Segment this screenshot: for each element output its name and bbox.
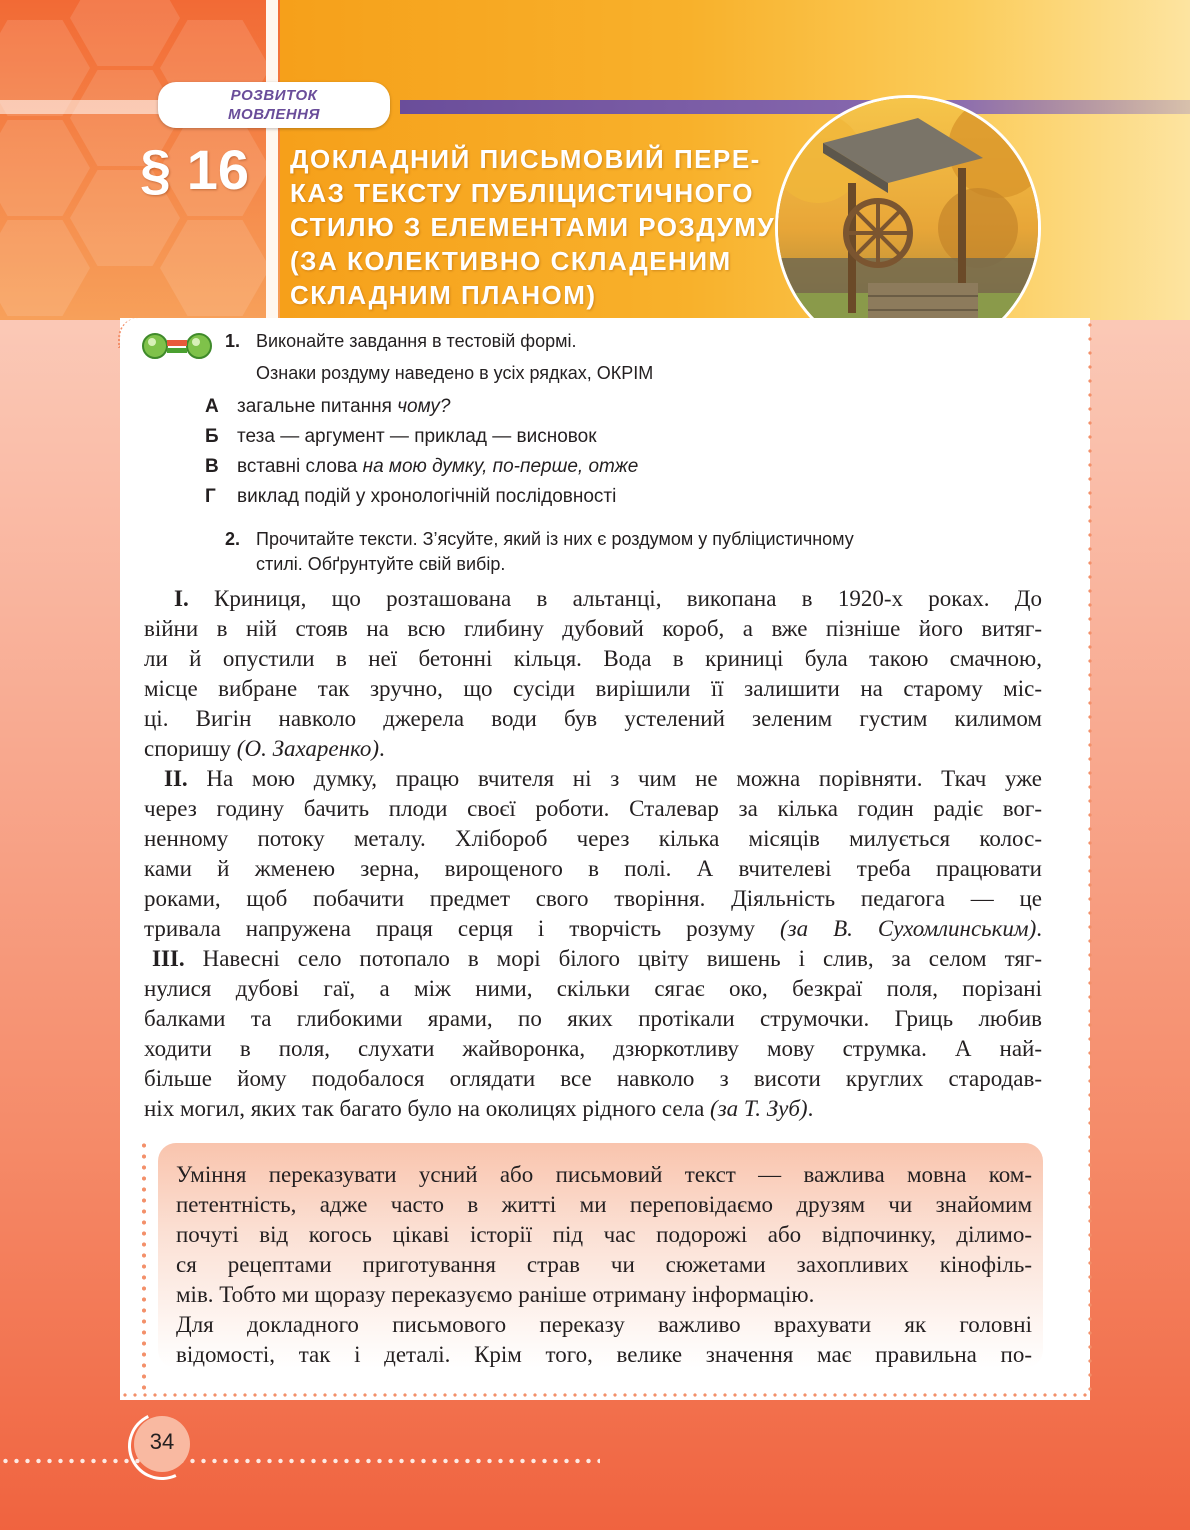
header-rule-purple xyxy=(400,100,1190,114)
task-1-instruction: Виконайте завдання в тестовій формі. xyxy=(256,331,577,351)
text-line: ці. Вигін навколо джерела води був устелений зеленим густим килимом xyxy=(144,706,1042,731)
info-box-text xyxy=(176,1160,1032,1370)
info-line: Для докладного письмового переказу важливо врахувати як головні xyxy=(176,1312,1032,1337)
info-line: Уміння переказувати усний або письмовий текст — важлива мовна ком- xyxy=(176,1162,1032,1187)
text-2-end: . xyxy=(1036,916,1042,941)
option-letter: А xyxy=(205,396,219,417)
title-line: (ЗА КОЛЕКТИВНО СКЛАДЕНИМ xyxy=(290,246,732,276)
text-1-author: (О. Захаренко) xyxy=(236,736,380,761)
text-line: нулися дубові гаї, а між ними, скільки сягає око, безкраї поля, порізані xyxy=(144,976,1042,1001)
text-line: війни в ній стояв на всю глибину дубовий короб, а вже пізніше його витяг- xyxy=(144,616,1042,641)
text-line: На мою думку, працю вчителя ні з чим не можна порівняти. Ткач уже xyxy=(187,766,1042,791)
footer-dots xyxy=(0,1458,600,1464)
answer-option-g xyxy=(205,485,616,509)
option-letter: Б xyxy=(205,426,219,447)
text-line: Криниця, що розташована в альтанці, викопана в 1920-х роках. До xyxy=(188,586,1042,611)
text-2-label: II. xyxy=(164,766,188,791)
option-letter: В xyxy=(205,456,219,477)
title-line: КАЗ ТЕКСТУ ПУБЛІЦИСТИЧНОГО xyxy=(290,178,754,208)
dotted-border-bottom xyxy=(120,1393,1090,1397)
task-1-question: Ознаки роздуму наведено в усіх рядках, ОКРІМ xyxy=(256,363,654,383)
text-1-label: I. xyxy=(174,586,189,611)
option-italic: на мою думку, по-перше, отже xyxy=(362,456,639,477)
info-line: петентність, адже часто в житті ми переповідаємо друзям чи знайомим xyxy=(176,1192,1032,1217)
text-1-end: . xyxy=(379,736,385,761)
info-box-dots xyxy=(142,1140,146,1390)
dotted-border-right xyxy=(1088,318,1092,1398)
answer-option-a xyxy=(205,395,450,419)
text-line: споришу xyxy=(144,736,237,761)
text-3 xyxy=(144,944,1042,1124)
text-line: більше йому подобалося оглядати все навколо з висоти круглих стародав- xyxy=(144,1066,1042,1091)
text-line: ходити в поля, слухати жайворонка, дзюркотливу мову струмка. А най- xyxy=(144,1036,1042,1061)
page-number: 34 xyxy=(149,1429,175,1454)
task-2-number: 2. xyxy=(225,529,241,549)
info-line: мів. Тобто ми щоразу переказуємо раніше отриману інформацію. xyxy=(176,1282,815,1307)
text-line: тривала напружена праця серця і творчість розуму xyxy=(144,916,780,941)
page-title xyxy=(290,142,790,312)
text-line: Навесні село потопало в морі білого цвіту вишень і слив, за селом тяг- xyxy=(184,946,1042,971)
paragraph-number: § 16 xyxy=(140,138,249,201)
option-text: вставні слова xyxy=(237,456,363,477)
option-text: теза — аргумент — приклад — висновок xyxy=(237,426,597,447)
text-line: ли й опустили в неї бетонні кільця. Вода в криниці була такою смачною, xyxy=(144,646,1042,671)
text-2 xyxy=(144,764,1042,944)
page-number-badge xyxy=(128,1412,200,1474)
title-line: СКЛАДНИМ ПЛАНОМ) xyxy=(290,280,597,310)
option-italic: чому? xyxy=(397,396,451,417)
answer-option-v xyxy=(205,455,638,479)
text-line: ненному потоку металу. Хлібороб через кілька місяців милується колос- xyxy=(144,826,1042,851)
text-line: місце вибране так зручно, що сусіди вирішили її залишити на старому міс- xyxy=(144,676,1042,701)
title-line: СТИЛЮ З ЕЛЕМЕНТАМИ РОЗДУМУ xyxy=(290,212,776,242)
info-line: відомості, так і деталі. Крім того, велике значення має правильна по- xyxy=(176,1342,1032,1367)
text-line: через годину бачить плоди своєї роботи. Сталевар за кілька годин радіє вог- xyxy=(144,796,1042,821)
text-line: ками й жменею зерна, вирощеного в полі. А вчителеві треба працювати xyxy=(144,856,1042,881)
option-letter: Г xyxy=(205,486,216,507)
info-line: ся рецептами приготування страв чи сюжетами захопливих кінофіль- xyxy=(176,1252,1032,1277)
section-badge-line1: РОЗВИТОК xyxy=(230,87,318,104)
section-badge-line2: МОВЛЕННЯ xyxy=(228,106,320,123)
task-1-number: 1. xyxy=(225,331,241,351)
text-line: ніх могил, яких так багато було на околицях рідного села xyxy=(144,1096,711,1121)
text-3-label: III. xyxy=(152,946,185,971)
section-badge xyxy=(158,82,390,128)
task-2-line1: Прочитайте тексти. З’ясуйте, який із них є роздумом у публіцистичному xyxy=(256,529,854,549)
text-3-author: (за Т. Зуб) xyxy=(710,1096,808,1121)
text-1 xyxy=(144,584,1042,764)
option-text: виклад подій у хронологічній послідовності xyxy=(237,486,617,507)
text-3-end: . xyxy=(807,1096,814,1121)
task-2-line2: стилі. Обґрунтуйте свій вибір. xyxy=(256,554,506,574)
title-line: ДОКЛАДНИЙ ПИСЬМОВИЙ ПЕРЕ- xyxy=(290,144,761,174)
text-line: балками та глибокими ярами, по яких протікали струмочки. Гриць любив xyxy=(144,1006,1042,1031)
info-line: почуті від когось цікаві історії під час подорожі або відпочинку, ділимо- xyxy=(176,1222,1032,1247)
text-line: роками, щоб побачити предмет свого творіння. Діяльність педагога — це xyxy=(144,886,1042,911)
binoculars-icon xyxy=(140,330,216,365)
text-2-author: (за В. Сухомлинським) xyxy=(779,916,1037,941)
option-text: загальне питання xyxy=(237,396,398,417)
answer-option-b xyxy=(205,425,597,449)
